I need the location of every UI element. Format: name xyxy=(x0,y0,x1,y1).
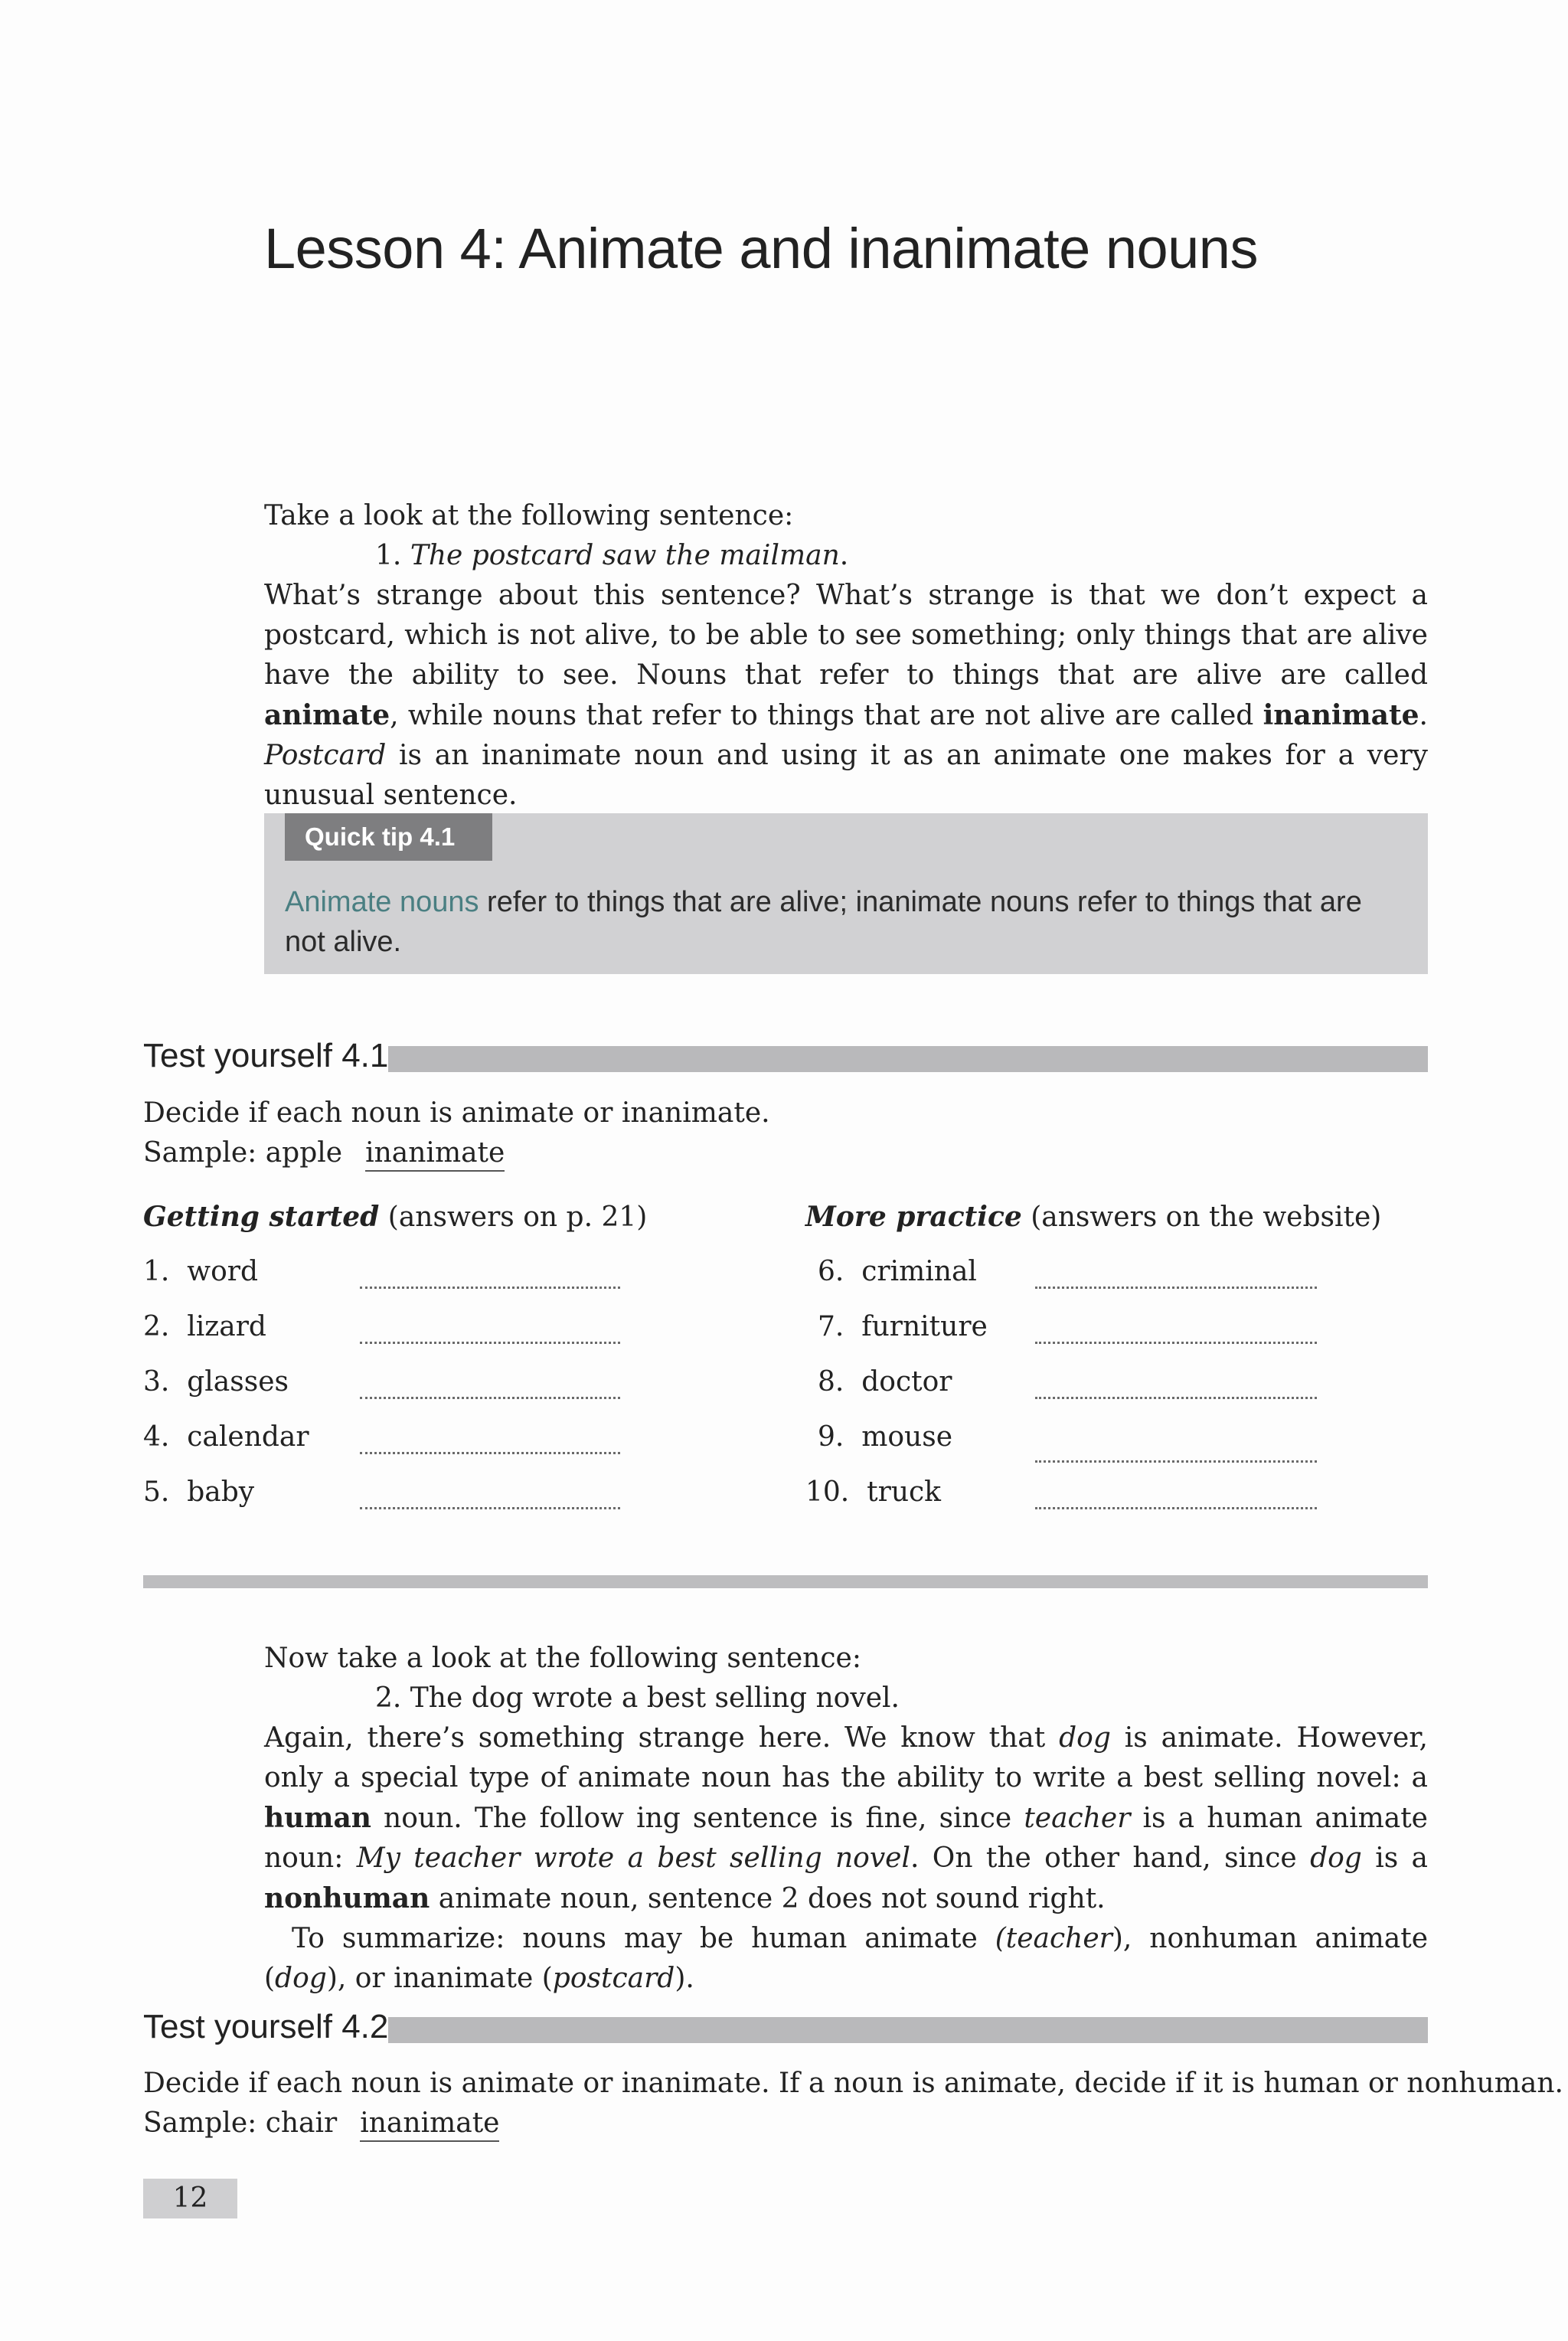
summary-text: ), nonhuman animate ( xyxy=(264,1923,1428,1994)
part2-text: is a human animate noun: xyxy=(264,1803,1428,1874)
item-word: glasses xyxy=(187,1366,289,1398)
intro-section xyxy=(264,496,1428,816)
item-number: 3. xyxy=(143,1366,170,1398)
exercise-item-6 xyxy=(818,1256,977,1287)
answer-line-10[interactable] xyxy=(1035,1507,1317,1509)
quick-tip-body: refer to things that are alive; inanimate nouns refer to things that are not alive. xyxy=(285,886,1362,958)
summary-text: ). xyxy=(675,1963,694,1994)
item-number: 9. xyxy=(818,1421,844,1453)
term-teacher: (teacher xyxy=(995,1923,1112,1954)
example-sentence-2: 2. The dog wrote a best selling novel. xyxy=(375,1682,900,1714)
quick-tip-text xyxy=(285,882,1380,962)
example-sentence-1 xyxy=(264,536,1428,576)
part2-paragraph-1 xyxy=(264,1718,1428,1919)
part2-text: noun. The follow ing sentence is fine, since xyxy=(371,1803,1024,1834)
term-postcard: Postcard xyxy=(264,740,387,771)
item-word: doctor xyxy=(861,1366,952,1398)
part2-paragraph-2 xyxy=(264,1919,1428,1999)
intro-lead: Take a look at the following sentence: xyxy=(264,500,794,531)
summary-text: To summarize: nouns may be human animate xyxy=(292,1923,995,1954)
lesson-title: Lesson 4: Animate and inanimate nouns xyxy=(264,217,1258,280)
part2-text: animate noun, sentence 2 does not sound right. xyxy=(430,1883,1106,1914)
term-human: human xyxy=(264,1802,371,1834)
part2-text: Again, there’s something strange here. We know that xyxy=(264,1722,1060,1754)
test-4-2-heading-bar xyxy=(388,2017,1428,2043)
term-inanimate: inanimate xyxy=(1263,699,1419,731)
test-4-2-sample xyxy=(143,2104,499,2143)
test-4-2-instruction: Decide if each noun is animate or inanimate. If a noun is animate, decide if it is human or nonhuman. xyxy=(143,2068,1563,2099)
term-dog: dog xyxy=(275,1963,327,1994)
term-nonhuman: nonhuman xyxy=(264,1882,430,1914)
exercise-item-9 xyxy=(818,1421,952,1453)
part2-lead: Now take a look at the following sentence: xyxy=(264,1643,861,1674)
term-teacher: teacher xyxy=(1024,1803,1131,1834)
item-word: baby xyxy=(187,1476,255,1508)
exercise-item-5 xyxy=(143,1476,254,1508)
item-number: 2. xyxy=(143,1311,170,1342)
answer-line-4[interactable] xyxy=(360,1452,620,1454)
exercise-item-8 xyxy=(818,1366,952,1398)
answer-line-3[interactable] xyxy=(360,1397,620,1399)
answer-line-9[interactable] xyxy=(1035,1460,1317,1463)
item-number: 7. xyxy=(818,1311,844,1342)
page-number: 12 xyxy=(143,2179,237,2218)
test-4-1-instruction: Decide if each noun is animate or inanimate. xyxy=(143,1097,770,1129)
part2-text: . On the other hand, since xyxy=(910,1842,1311,1874)
exercise-item-1 xyxy=(143,1256,258,1287)
test-4-1-heading: Test yourself 4.1 xyxy=(143,1037,389,1074)
exercise-item-10 xyxy=(805,1476,941,1508)
item-word: truck xyxy=(867,1476,941,1508)
item-word: calendar xyxy=(187,1421,309,1453)
item-number: 5. xyxy=(143,1476,170,1508)
answer-line-6[interactable] xyxy=(1035,1287,1317,1289)
answer-line-1[interactable] xyxy=(360,1287,620,1289)
answer-line-8[interactable] xyxy=(1035,1397,1317,1399)
answer-line-5[interactable] xyxy=(360,1507,620,1509)
exercise-item-3 xyxy=(143,1366,289,1398)
exercise-item-7 xyxy=(818,1311,988,1342)
more-practice-heading xyxy=(805,1201,1381,1233)
quoted-sentence: My teacher wrote a best selling novel xyxy=(356,1842,910,1874)
sample-answer: inanimate xyxy=(360,2107,499,2142)
sample-label: Sample: apple xyxy=(143,1137,343,1169)
item-number: 6. xyxy=(818,1256,844,1287)
intro-text-3: . xyxy=(1419,700,1428,731)
term-dog: dog xyxy=(1310,1842,1362,1874)
item-number: 1. xyxy=(143,1256,170,1287)
intro-text-1: What’s strange about this sentence? What’s strange is that we don’t expect a postcard, which is not alive, to be able to see something; only things that are alive have the ability to see. Nouns that refer to things that are alive are called xyxy=(264,580,1428,691)
item-number: 10. xyxy=(805,1476,850,1508)
more-practice-note: (answers on the website) xyxy=(1021,1202,1382,1233)
term-postcard: postcard xyxy=(552,1963,675,1994)
sample-answer: inanimate xyxy=(365,1136,505,1172)
summary-text: ), or inanimate ( xyxy=(326,1963,553,1994)
intro-text-4: is an inanimate noun and using it as an animate one makes for a very unusual sentence. xyxy=(264,740,1428,811)
quick-tip-accent: Animate nouns xyxy=(285,886,479,918)
item-word: mouse xyxy=(861,1421,953,1453)
sample-label: Sample: chair xyxy=(143,2107,338,2139)
item-word: furniture xyxy=(861,1311,988,1342)
item-word: criminal xyxy=(861,1256,977,1287)
term-dog: dog xyxy=(1059,1722,1111,1754)
answer-line-2[interactable] xyxy=(360,1342,620,1344)
exercise-item-2 xyxy=(143,1311,266,1342)
quick-tip-label: Quick tip 4.1 xyxy=(285,813,492,861)
part2-section xyxy=(264,1639,1428,1999)
test-4-1-heading-bar xyxy=(388,1046,1428,1072)
intro-text-2: , while nouns that refer to things that are not alive are called xyxy=(390,700,1263,731)
item-word: lizard xyxy=(187,1311,266,1342)
exercise-item-4 xyxy=(143,1421,309,1453)
part2-text: is animate. However, only a special type of animate noun has the ability to write a best selling novel: a xyxy=(264,1722,1429,1793)
test-4-2-heading: Test yourself 4.2 xyxy=(143,2008,389,2045)
intro-paragraph xyxy=(264,576,1428,816)
quick-tip-box xyxy=(264,813,1428,974)
item-number: 4. xyxy=(143,1421,170,1453)
term-animate: animate xyxy=(264,699,390,731)
answer-line-7[interactable] xyxy=(1035,1342,1317,1344)
item-word: word xyxy=(187,1256,258,1287)
part2-text: is a xyxy=(1361,1842,1429,1874)
test-4-1-sample xyxy=(143,1133,505,1173)
more-practice-title: More practice xyxy=(805,1201,1022,1233)
example-number: 1. xyxy=(375,540,402,571)
getting-started-title: Getting started xyxy=(143,1201,380,1233)
item-number: 8. xyxy=(818,1366,844,1398)
section-divider xyxy=(143,1575,1428,1588)
example-end: . xyxy=(839,540,849,571)
getting-started-note: (answers on p. 21) xyxy=(379,1202,648,1233)
getting-started-heading xyxy=(143,1201,647,1233)
example-text: The postcard saw the mailman xyxy=(410,540,840,571)
